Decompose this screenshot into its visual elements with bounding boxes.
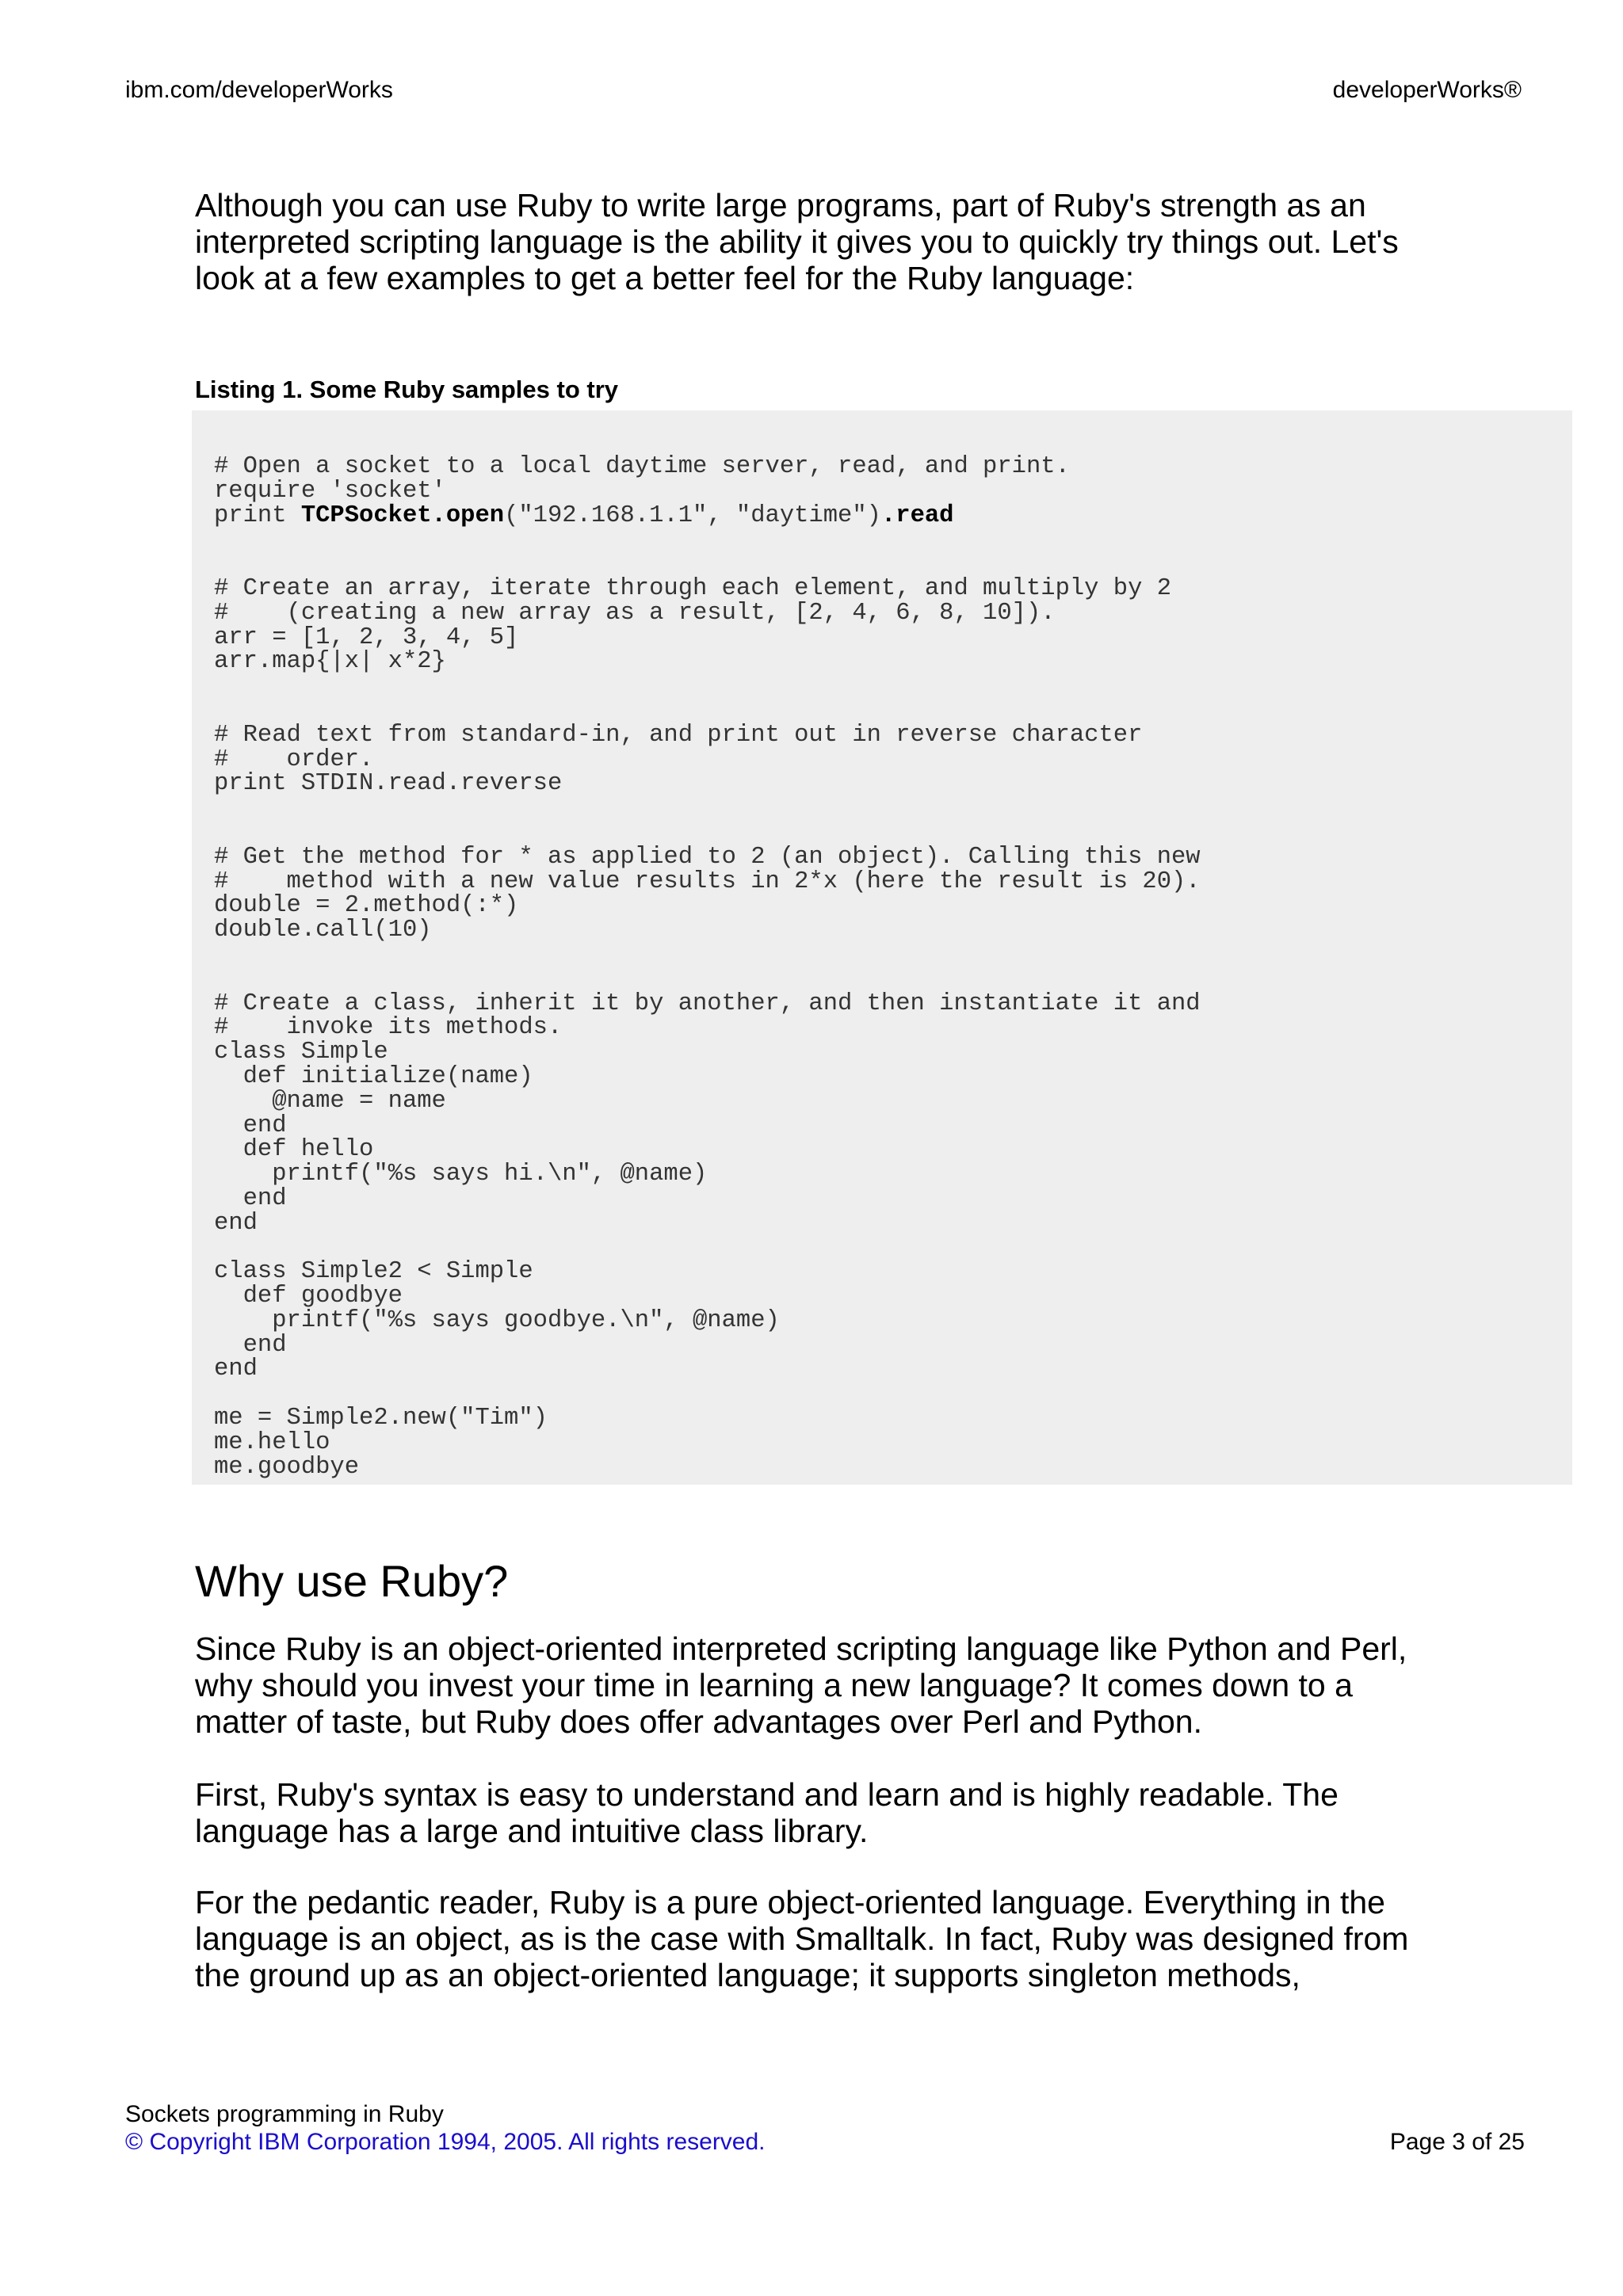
paragraph-line: matter of taste, but Ruby does offer advantages over Perl and Python. — [195, 1703, 1202, 1740]
code-line-print-socket — [214, 504, 1572, 528]
code-listing — [192, 410, 1572, 1485]
code-line: end — [214, 1184, 287, 1212]
code-line: end — [214, 1209, 258, 1237]
body-paragraph — [195, 1884, 1463, 1993]
intro-line: look at a few examples to get a better feel for the Ruby language: — [195, 260, 1135, 296]
code-token: print — [214, 502, 301, 529]
code-line: # Read text from standard-in, and print out in reverse character — [214, 721, 1143, 749]
paragraph-line: language is an object, as is the case with Smalltalk. In fact, Ruby was designed from — [195, 1920, 1409, 1957]
code-line — [214, 967, 1572, 992]
code-line: # Get the method for * as applied to 2 (an object). Calling this new — [214, 843, 1201, 871]
code-line: # Create a class, inherit it by another, and then instantiate it and — [214, 990, 1201, 1017]
code-line: printf("%s says hi.\n", @name) — [214, 1161, 708, 1188]
code-line: print STDIN.read.reverse — [214, 770, 563, 798]
intro-line: interpreted scripting language is the ability it gives you to quickly try things out. Let's — [195, 223, 1399, 260]
section-heading: Why use Ruby? — [195, 1556, 509, 1606]
body-paragraph — [195, 1776, 1463, 1849]
intro-line: Although you can use Ruby to write large programs, part of Ruby's strength as an — [195, 187, 1366, 223]
code-line: # (creating a new array as a result, [2, 4, 6, 8, 10]). — [214, 599, 1056, 627]
paragraph-line: First, Ruby's syntax is easy to understand and learn and is highly readable. The — [195, 1776, 1338, 1813]
code-line: # Create an array, iterate through each element, and multiply by 2 — [214, 574, 1171, 602]
code-line: @name = name — [214, 1087, 446, 1115]
code-line — [214, 674, 1572, 699]
footer-document-title: Sockets programming in Ruby — [125, 2101, 444, 2127]
code-token: ("192.168.1.1", "daytime") — [504, 502, 881, 529]
code-line: def hello — [214, 1136, 374, 1164]
code-line: printf("%s says goodbye.\n", @name) — [214, 1306, 780, 1334]
paragraph-line: why should you invest your time in learning a new language? It comes down to a — [195, 1667, 1353, 1703]
code-line: class Simple2 < Simple — [214, 1258, 533, 1286]
paragraph-line: the ground up as an object-oriented language; it supports singleton methods, — [195, 1957, 1300, 1993]
code-line — [214, 796, 1572, 821]
code-line: class Simple — [214, 1039, 388, 1066]
header-brand: developerWorks® — [1332, 77, 1522, 103]
code-line: # order. — [214, 746, 374, 773]
code-line — [214, 552, 1572, 577]
code-line: double.call(10) — [214, 917, 432, 944]
code-line: # invoke its methods. — [214, 1014, 563, 1042]
code-line: arr.map{|x| x*2} — [214, 648, 446, 676]
code-token-bold: .read — [880, 502, 954, 529]
code-line: # Open a socket to a local daytime server, read, and print. — [214, 453, 1070, 480]
paragraph-line: For the pedantic reader, Ruby is a pure object-oriented language. Everything in the — [195, 1884, 1385, 1920]
code-line: me.goodbye — [214, 1453, 360, 1481]
code-line — [214, 821, 1572, 845]
code-line — [214, 1382, 1572, 1406]
footer-copyright-link[interactable]: © Copyright IBM Corporation 1994, 2005. All rights reserved. — [125, 2129, 766, 2155]
code-line: def initialize(name) — [214, 1062, 533, 1090]
code-line — [214, 1236, 1572, 1261]
code-line: require 'socket' — [214, 477, 446, 505]
code-line: end — [214, 1331, 287, 1359]
listing-title: Listing 1. Some Ruby samples to try — [195, 376, 619, 403]
body-paragraph — [195, 1630, 1463, 1740]
paragraph-line: language has a large and intuitive class library. — [195, 1813, 869, 1849]
code-line: end — [214, 1356, 258, 1383]
code-token-bold: TCPSocket.open — [300, 502, 505, 529]
footer-page-number: Page 3 of 25 — [1389, 2129, 1525, 2155]
code-line: double = 2.method(:*) — [214, 892, 519, 920]
code-line — [214, 528, 1572, 552]
intro-paragraph — [195, 187, 1574, 296]
code-line: # method with a new value results in 2*x (here the result is 20). — [214, 868, 1201, 895]
code-line: arr = [1, 2, 3, 4, 5] — [214, 624, 519, 651]
header-site-link: ibm.com/developerWorks — [125, 77, 393, 103]
code-line — [214, 943, 1572, 967]
code-line: end — [214, 1112, 287, 1139]
paragraph-line: Since Ruby is an object-oriented interpreted scripting language like Python and Perl, — [195, 1630, 1407, 1667]
code-line: def goodbye — [214, 1283, 403, 1310]
code-line: me = Simple2.new("Tim") — [214, 1405, 548, 1432]
code-line — [214, 699, 1572, 723]
code-line: me.hello — [214, 1428, 330, 1456]
